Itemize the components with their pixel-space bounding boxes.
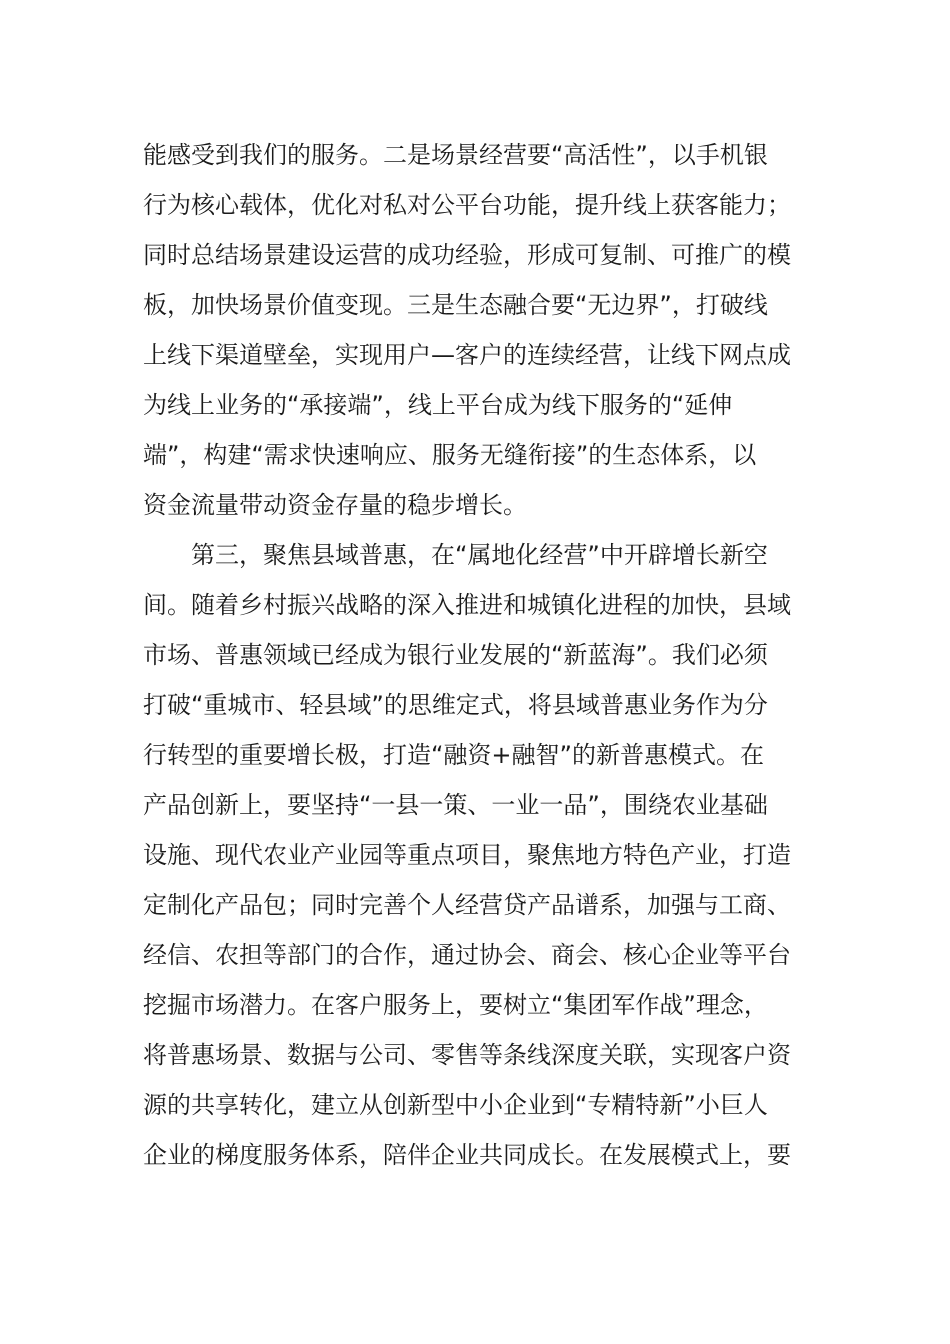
text-line: 企业的梯度服务体系，陪伴企业共同成长。在发展模式上，要 [143, 1141, 791, 1169]
text-line: 设施、现代农业产业园等重点项目，聚焦地方特色产业，打造 [143, 841, 791, 869]
text-line: 板，加快场景价值变现。三是生态融合要“无边界”，打破线 [143, 291, 768, 319]
text-line: 端”，构建“需求快速响应、服务无缝衔接”的生态体系，以 [143, 441, 757, 469]
text-line: 经信、农担等部门的合作，通过协会、商会、核心企业等平台 [143, 941, 791, 969]
text-line: 定制化产品包；同时完善个人经营贷产品谱系，加强与工商、 [143, 891, 791, 919]
text-line: 将普惠场景、数据与公司、零售等条线深度关联，实现客户资 [143, 1041, 791, 1069]
text-line: 能感受到我们的服务。二是场景经营要“高活性”，以手机银 [143, 141, 768, 169]
text-line: 间。随着乡村振兴战略的深入推进和城镇化进程的加快，县域 [143, 591, 791, 619]
text-line: 为线上业务的“承接端”，线上平台成为线下服务的“延伸 [143, 391, 733, 419]
paragraph-start-line: 第三，聚焦县域普惠，在“属地化经营”中开辟增长新空 [143, 541, 768, 569]
body-text [143, 130, 823, 1180]
text-line: 资金流量带动资金存量的稳步增长。 [143, 491, 527, 519]
text-line: 市场、普惠领域已经成为银行业发展的“新蓝海”。我们必须 [143, 641, 768, 669]
text-line: 同时总结场景建设运营的成功经验，形成可复制、可推广的模 [143, 241, 791, 269]
text-line: 挖掘市场潜力。在客户服务上，要树立“集团军作战”理念， [143, 991, 768, 1019]
text-line: 打破“重城市、轻县域”的思维定式，将县域普惠业务作为分 [143, 691, 768, 719]
text-line: 行为核心载体，优化对私对公平台功能，提升线上获客能力； [143, 191, 791, 219]
text-line: 行转型的重要增长极，打造“融资+融智”的新普惠模式。在 [143, 741, 764, 769]
text-line: 源的共享转化，建立从创新型中小企业到“专精特新”小巨人 [143, 1091, 768, 1119]
text-line: 上线下渠道壁垒，实现用户—客户的连续经营，让线下网点成 [143, 341, 791, 369]
text-line: 产品创新上，要坚持“一县一策、一业一品”，围绕农业基础 [143, 791, 768, 819]
